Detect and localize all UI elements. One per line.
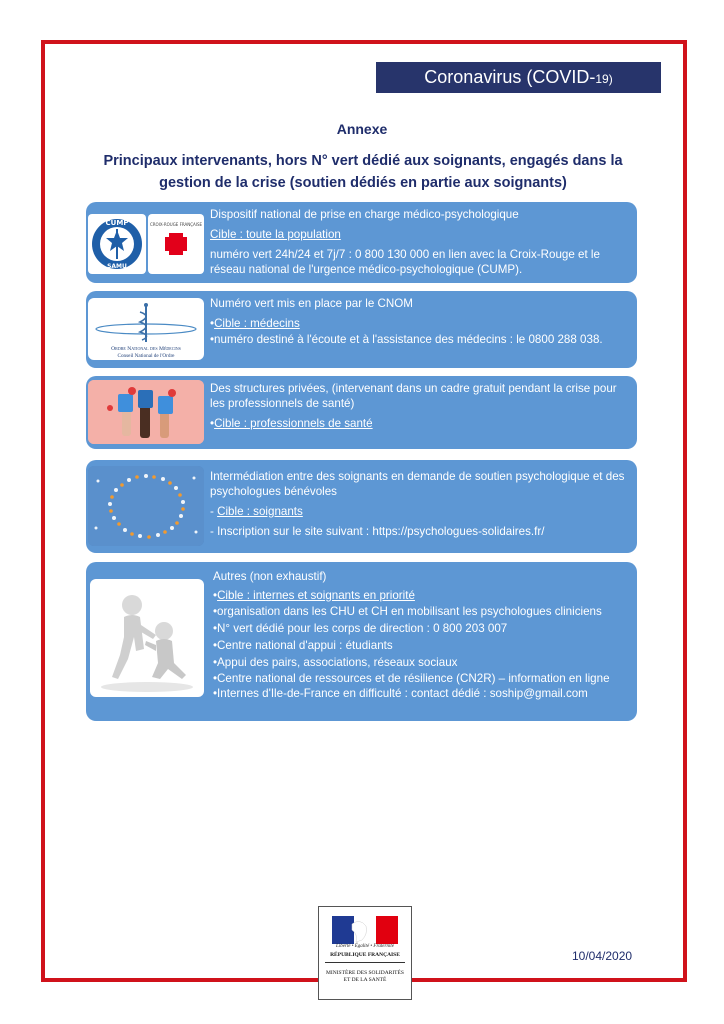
psychologues-image — [88, 466, 204, 546]
card-autres-title: Autres (non exhaustif) — [213, 570, 327, 583]
document-date: 10/04/2020 — [572, 949, 633, 963]
card-cump-detail: numéro vert 24h/24 et 7j/7 : 0 800 130 000 en lien avec la Croix-Rouge et le réseau national de l'urgence médico-psychologique (CUMP). — [210, 248, 600, 276]
svg-text:CUMP: CUMP — [105, 219, 129, 227]
marianne-flag-icon — [332, 916, 398, 944]
page-frame-bottom-right — [412, 978, 683, 982]
card-psychologues-dash: - — [210, 505, 218, 518]
republique-francaise-logo — [318, 906, 412, 1000]
red-cross-icon — [148, 214, 204, 274]
card-autres-item: •Appui des pairs, associations, réseaux sociaux — [213, 655, 458, 669]
card-autres — [86, 562, 637, 721]
card-autres-cible: Cible : internes et soignants en priorité — [217, 588, 415, 602]
cump-logo-image — [88, 214, 146, 274]
banner-title-suffix: 19) — [595, 72, 613, 86]
annexe-title: Annexe — [336, 121, 388, 137]
cnom-logo-image — [88, 298, 204, 360]
card-cump-text — [210, 207, 629, 277]
card-structures-cible: Cible : professionnels de santé — [214, 417, 373, 430]
cump-samu-icon — [88, 214, 146, 274]
page-heading — [80, 150, 646, 194]
card-autres-text — [213, 569, 629, 703]
republique-text: RÉPUBLIQUE FRANÇAISE — [330, 952, 400, 958]
svg-text:CROIX-ROUGE FRANÇAISE: CROIX-ROUGE FRANÇAISE — [149, 222, 203, 227]
card-autres-item: •organisation dans les CHU et CH en mobilisant les psychologues cliniciens — [213, 605, 602, 619]
card-cnom — [86, 291, 637, 368]
card-structures-text — [210, 381, 629, 431]
motto-text: Liberté • Égalité • Fraternité — [336, 944, 394, 949]
card-psychologues-title: Intermédiation entre des soignants en demande de soutien psychologique et des psychologues bénévoles — [210, 470, 625, 498]
page-frame-bottom-left — [41, 978, 318, 982]
card-psychologues — [86, 460, 637, 553]
card-cnom-cible: Cible : médecins — [214, 317, 300, 330]
helping-figures-icon — [90, 579, 204, 697]
card-autres-item: •Centre national de ressources et de résilience (CN2R) – information en ligne — [213, 672, 610, 686]
card-psychologues-text — [210, 469, 629, 539]
card-psychologues-cible: Cible : soignants — [217, 505, 303, 518]
card-cnom-bullet: • — [210, 317, 215, 330]
raised-hands-phones-icon — [88, 380, 204, 444]
card-cnom-title: Numéro vert mis en place par le CNOM — [210, 297, 413, 310]
card-cnom-detail: •numéro destiné à l'écoute et à l'assistance des médecins : le 0800 288 038. — [210, 333, 603, 346]
card-psychologues-detail: - Inscription sur le site suivant : https://psychologues-solidaires.fr/ — [210, 525, 545, 538]
heading-line-1: Principaux intervenants, hors N° vert dédié aux soignants, engagés dans la — [103, 153, 623, 169]
card-cump-cible: Cible : toute la population — [210, 228, 341, 241]
card-structures-bullet: • — [210, 417, 215, 430]
structures-image — [88, 380, 204, 444]
circle-of-people-icon — [88, 466, 204, 546]
card-cnom-text — [210, 296, 629, 347]
card-cump — [86, 202, 637, 283]
card-autres-item: •Internes d'Ile-de-France en difficulté : contact dédié : soship@gmail.com — [213, 687, 588, 701]
card-structures — [86, 376, 637, 449]
heading-line-2: gestion de la crise (soutien dédiés en partie aux soignants) — [159, 175, 567, 191]
croix-rouge-logo-image — [148, 214, 204, 274]
cnom-logo-line-2: Conseil National de l'Ordre — [117, 353, 175, 359]
covid-banner — [376, 62, 661, 93]
card-structures-title: Des structures privées, (intervenant dans un cadre gratuit pendant la crise pour les professionnels de santé) — [210, 382, 617, 410]
autres-image — [90, 579, 204, 697]
card-autres-item: •N° vert dédié pour les corps de direction : 0 800 203 007 — [213, 622, 508, 636]
banner-title: Coronavirus (COVID- — [424, 67, 596, 87]
logo-divider — [325, 962, 405, 963]
cnom-logo-line-1: Ordre National des Médecins — [111, 346, 181, 352]
card-cump-title: Dispositif national de prise en charge médico-psychologique — [210, 208, 519, 221]
svg-text:SAMU: SAMU — [107, 263, 127, 270]
card-autres-bullet: • — [213, 588, 218, 602]
card-autres-item: •Centre national d'appui : étudiants — [213, 638, 393, 652]
ministere-text: MINISTÈRE DES SOLIDARITÉS ET DE LA SANTÉ — [326, 970, 404, 983]
